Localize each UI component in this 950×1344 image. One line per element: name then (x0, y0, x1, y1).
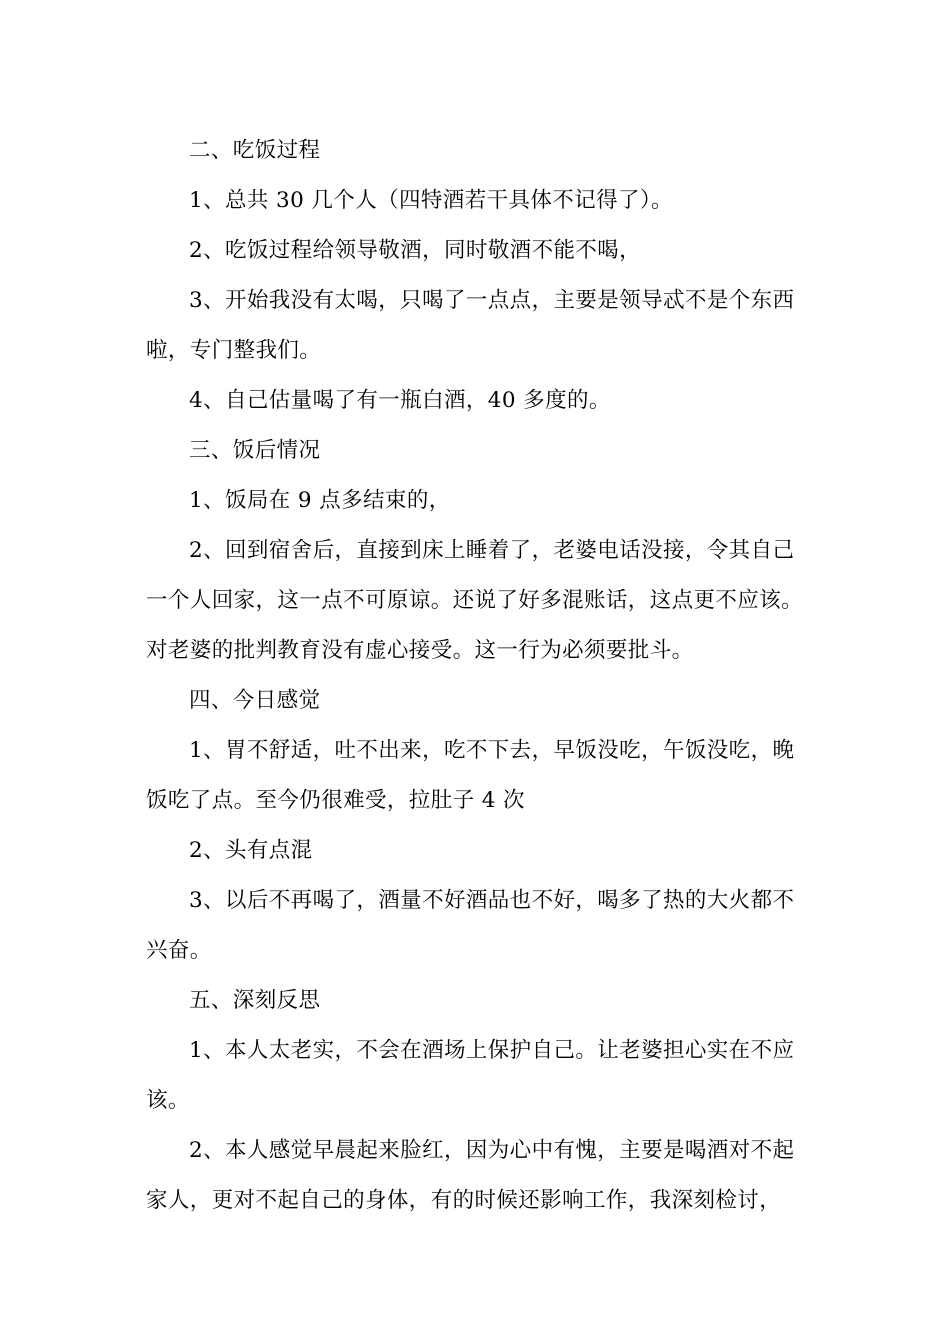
paragraph: 2、吃饭过程给领导敬酒，同时敬酒不能不喝， (189, 238, 642, 263)
section-heading-after-meal: 三、饭后情况 (189, 438, 321, 463)
paragraph: 1、总共 30 几个人（四特酒若干具体不记得了）。 (189, 188, 673, 213)
paragraph: 3、开始我没有太喝，只喝了一点点，主要是领导忒不是个东西啦，专门整我们。 (146, 288, 795, 363)
paragraph: 2、回到宿舍后，直接到床上睡着了，老婆电话没接，令其自己一个人回家，这一点不可原谅。还说了好多混账话，这点更不应该。对老婆的批判教育没有虚心接受。这一行为必须要批斗。 (146, 538, 804, 663)
paragraph: 1、本人太老实，不会在酒场上保护自己。让老婆担心实在不应该。 (146, 1038, 795, 1113)
paragraph: 1、饭局在 9 点多结束的， (189, 488, 451, 513)
section-heading-today-feeling: 四、今日感觉 (189, 688, 321, 713)
paragraph: 3、以后不再喝了，酒量不好酒品也不好，喝多了热的大火都不兴奋。 (146, 888, 795, 963)
paragraph: 2、头有点混 (189, 838, 313, 863)
document-body (146, 126, 810, 1226)
paragraph: 4、自己估量喝了有一瓶白酒，40 多度的。 (189, 388, 611, 413)
paragraph: 2、本人感觉早晨起来脸红，因为心中有愧，主要是喝酒对不起家人，更对不起自己的身体，有的时候还影响工作，我深刻检讨， (146, 1138, 795, 1213)
section-heading-reflection: 五、深刻反思 (189, 988, 321, 1013)
section-heading-meal-process: 二、吃饭过程 (189, 138, 321, 163)
paragraph: 1、胃不舒适，吐不出来，吃不下去，早饭没吃，午饭没吃，晚饭吃了点。至今仍很难受，拉肚子 4 次 (146, 738, 795, 813)
